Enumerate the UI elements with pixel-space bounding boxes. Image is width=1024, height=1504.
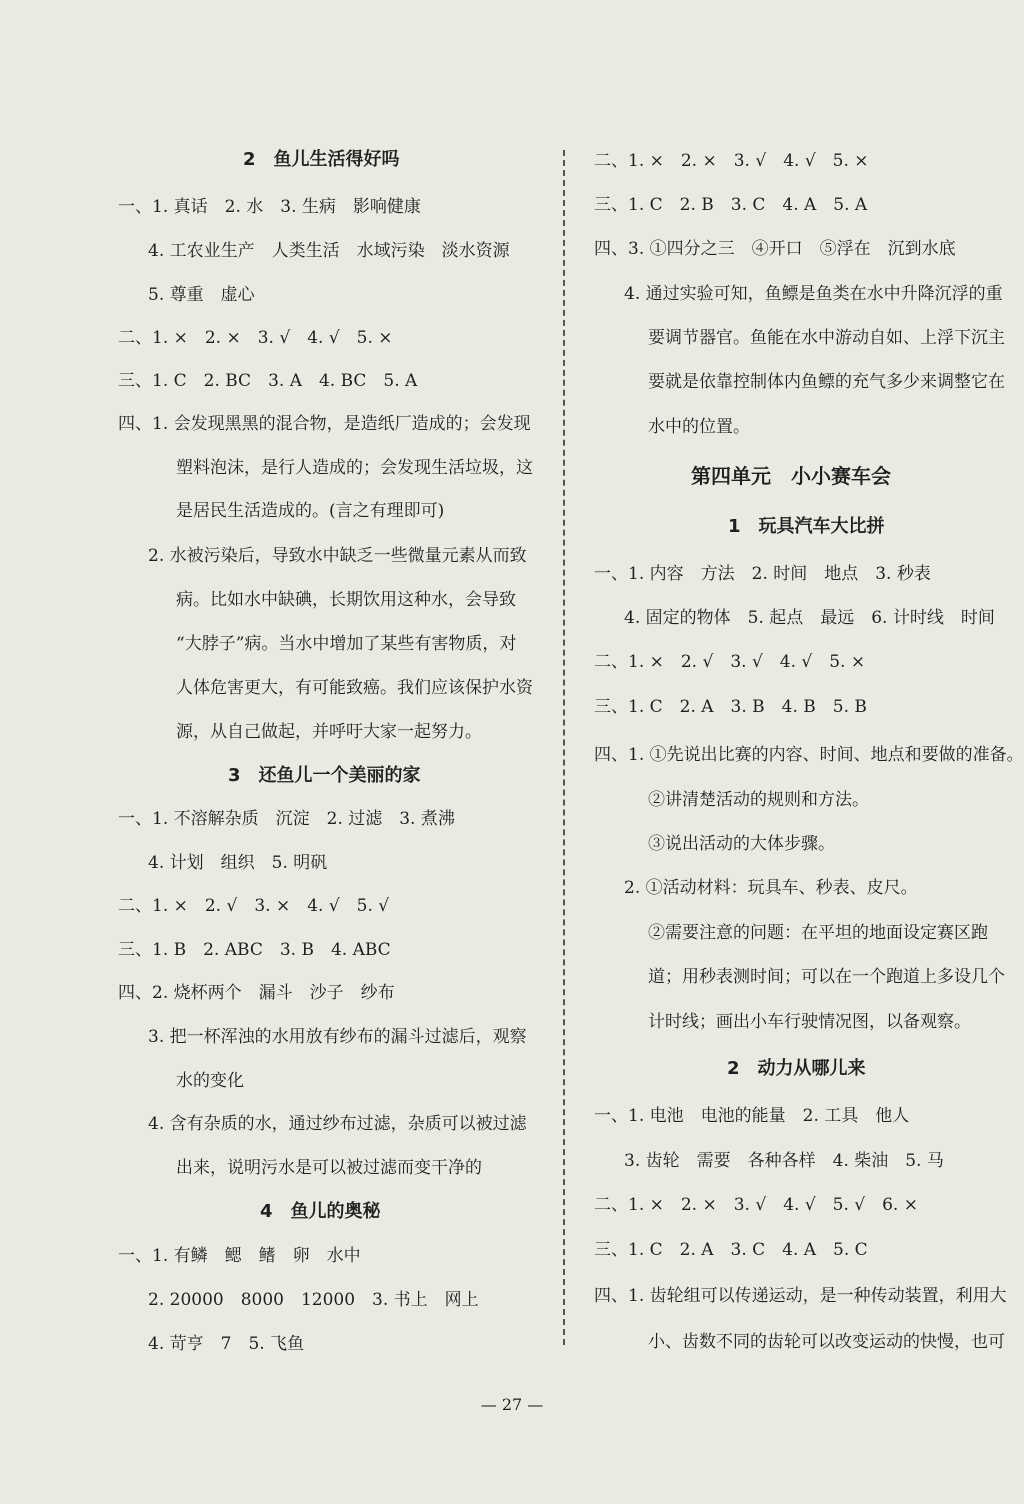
answer-line: 三、1. B 2. ABC 3. B 4. ABC	[118, 940, 391, 960]
answer-line: 一、1. 真话 2. 水 3. 生病 影响健康	[118, 197, 421, 217]
answer-line: 水的变化	[176, 1071, 244, 1091]
answer-line: 要调节器官。鱼能在水中游动自如、上浮下沉主	[648, 328, 1005, 348]
answer-line: 一、1. 内容 方法 2. 时间 地点 3. 秒表	[594, 564, 931, 584]
answer-line: 一、1. 不溶解杂质 沉淀 2. 过滤 3. 煮沸	[118, 809, 455, 829]
answer-line: 二、1. × 2. × 3. √ 4. √ 5. √ 6. ×	[594, 1195, 918, 1215]
answer-line: 道；用秒表测时间；可以在一个跑道上多设几个	[648, 967, 1005, 987]
answer-line: 一、1. 有鳞 鳃 鳍 卵 水中	[118, 1246, 361, 1266]
section-title: 2 鱼儿生活得好吗	[243, 149, 400, 170]
answer-line: 四、1. 齿轮组可以传递运动，是一种传动装置，利用大	[594, 1286, 1007, 1306]
answer-line: 3. 把一杯浑浊的水用放有纱布的漏斗过滤后，观察	[148, 1027, 527, 1047]
answer-line: 人体危害更大，有可能致癌。我们应该保护水资	[176, 678, 533, 698]
answer-line: 要就是依靠控制体内鱼鳔的充气多少来调整它在	[648, 372, 1005, 392]
answer-line: 三、1. C 2. A 3. C 4. A 5. C	[594, 1240, 868, 1260]
unit-title: 第四单元 小小赛车会	[691, 464, 891, 488]
answer-line: 二、1. × 2. √ 3. × 4. √ 5. √	[118, 896, 390, 916]
answer-line: 4. 计划 组织 5. 明矾	[148, 853, 328, 873]
answer-line: 四、3. ①四分之三 ④开口 ⑤浮在 沉到水底	[594, 239, 956, 259]
answer-line: 二、1. × 2. √ 3. √ 4. √ 5. ×	[594, 652, 866, 672]
answer-line: ②需要注意的问题：在平坦的地面设定赛区跑	[648, 923, 988, 943]
answer-line: 小、齿数不同的齿轮可以改变运动的快慢，也可	[648, 1332, 1005, 1352]
answer-line: 4. 苛亨 7 5. 飞鱼	[148, 1334, 305, 1354]
answer-line: 一、1. 电池 电池的能量 2. 工具 他人	[594, 1106, 910, 1126]
answer-line: ③说出活动的大体步骤。	[648, 834, 835, 854]
answer-line: 4. 含有杂质的水，通过纱布过滤，杂质可以被过滤	[148, 1114, 527, 1134]
answer-line: 4. 工农业生产 人类生活 水域污染 淡水资源	[148, 241, 510, 261]
answer-line: 四、2. 烧杯两个 漏斗 沙子 纱布	[118, 983, 395, 1003]
answer-line: “大脖子”病。当水中增加了某些有害物质，对	[176, 634, 517, 654]
answer-line: 病。比如水中缺碘，长期饮用这种水，会导致	[176, 590, 516, 610]
section-title: 1 玩具汽车大比拼	[728, 516, 885, 537]
answer-line: 三、1. C 2. B 3. C 4. A 5. A	[594, 195, 868, 215]
answer-line: 2. 20000 8000 12000 3. 书上 网上	[148, 1290, 479, 1310]
answer-line: 4. 固定的物体 5. 起点 最远 6. 计时线 时间	[624, 608, 995, 628]
answer-line: 2. 水被污染后，导致水中缺乏一些微量元素从而致	[148, 546, 527, 566]
answer-line: 二、1. × 2. × 3. √ 4. √ 5. ×	[594, 151, 869, 171]
answer-line: ②讲清楚活动的规则和方法。	[648, 790, 869, 810]
answer-line: 源，从自己做起，并呼吁大家一起努力。	[176, 722, 482, 742]
section-title: 3 还鱼儿一个美丽的家	[228, 765, 421, 786]
page-number: — 27 —	[480, 1395, 544, 1414]
answer-line: 是居民生活造成的。(言之有理即可)	[176, 501, 445, 521]
answer-line: 四、1. 会发现黑黑的混合物，是造纸厂造成的；会发现	[118, 414, 531, 434]
answer-line: 出来，说明污水是可以被过滤而变干净的	[176, 1158, 482, 1178]
answer-line: 计时线；画出小车行驶情况图，以备观察。	[648, 1012, 971, 1032]
answer-line: 三、1. C 2. BC 3. A 4. BC 5. A	[118, 371, 418, 391]
answer-line: 4. 通过实验可知，鱼鳔是鱼类在水中升降沉浮的重	[624, 284, 1003, 304]
answer-line: 2. ①活动材料：玩具车、秒表、皮尺。	[624, 878, 918, 898]
answer-line: 3. 齿轮 需要 各种各样 4. 柴油 5. 马	[624, 1151, 944, 1171]
answer-line: 塑料泡沫，是行人造成的；会发现生活垃圾，这	[176, 458, 533, 478]
answer-line: 三、1. C 2. A 3. B 4. B 5. B	[594, 697, 867, 717]
answer-line: 5. 尊重 虚心	[148, 285, 255, 305]
column-divider	[563, 150, 565, 1345]
answer-line: 水中的位置。	[648, 417, 750, 437]
answer-line: 四、1. ①先说出比赛的内容、时间、地点和要做的准备。	[594, 745, 1024, 765]
section-title: 2 动力从哪儿来	[727, 1058, 866, 1079]
answer-line: 二、1. × 2. × 3. √ 4. √ 5. ×	[118, 328, 393, 348]
section-title: 4 鱼儿的奥秘	[260, 1201, 381, 1222]
